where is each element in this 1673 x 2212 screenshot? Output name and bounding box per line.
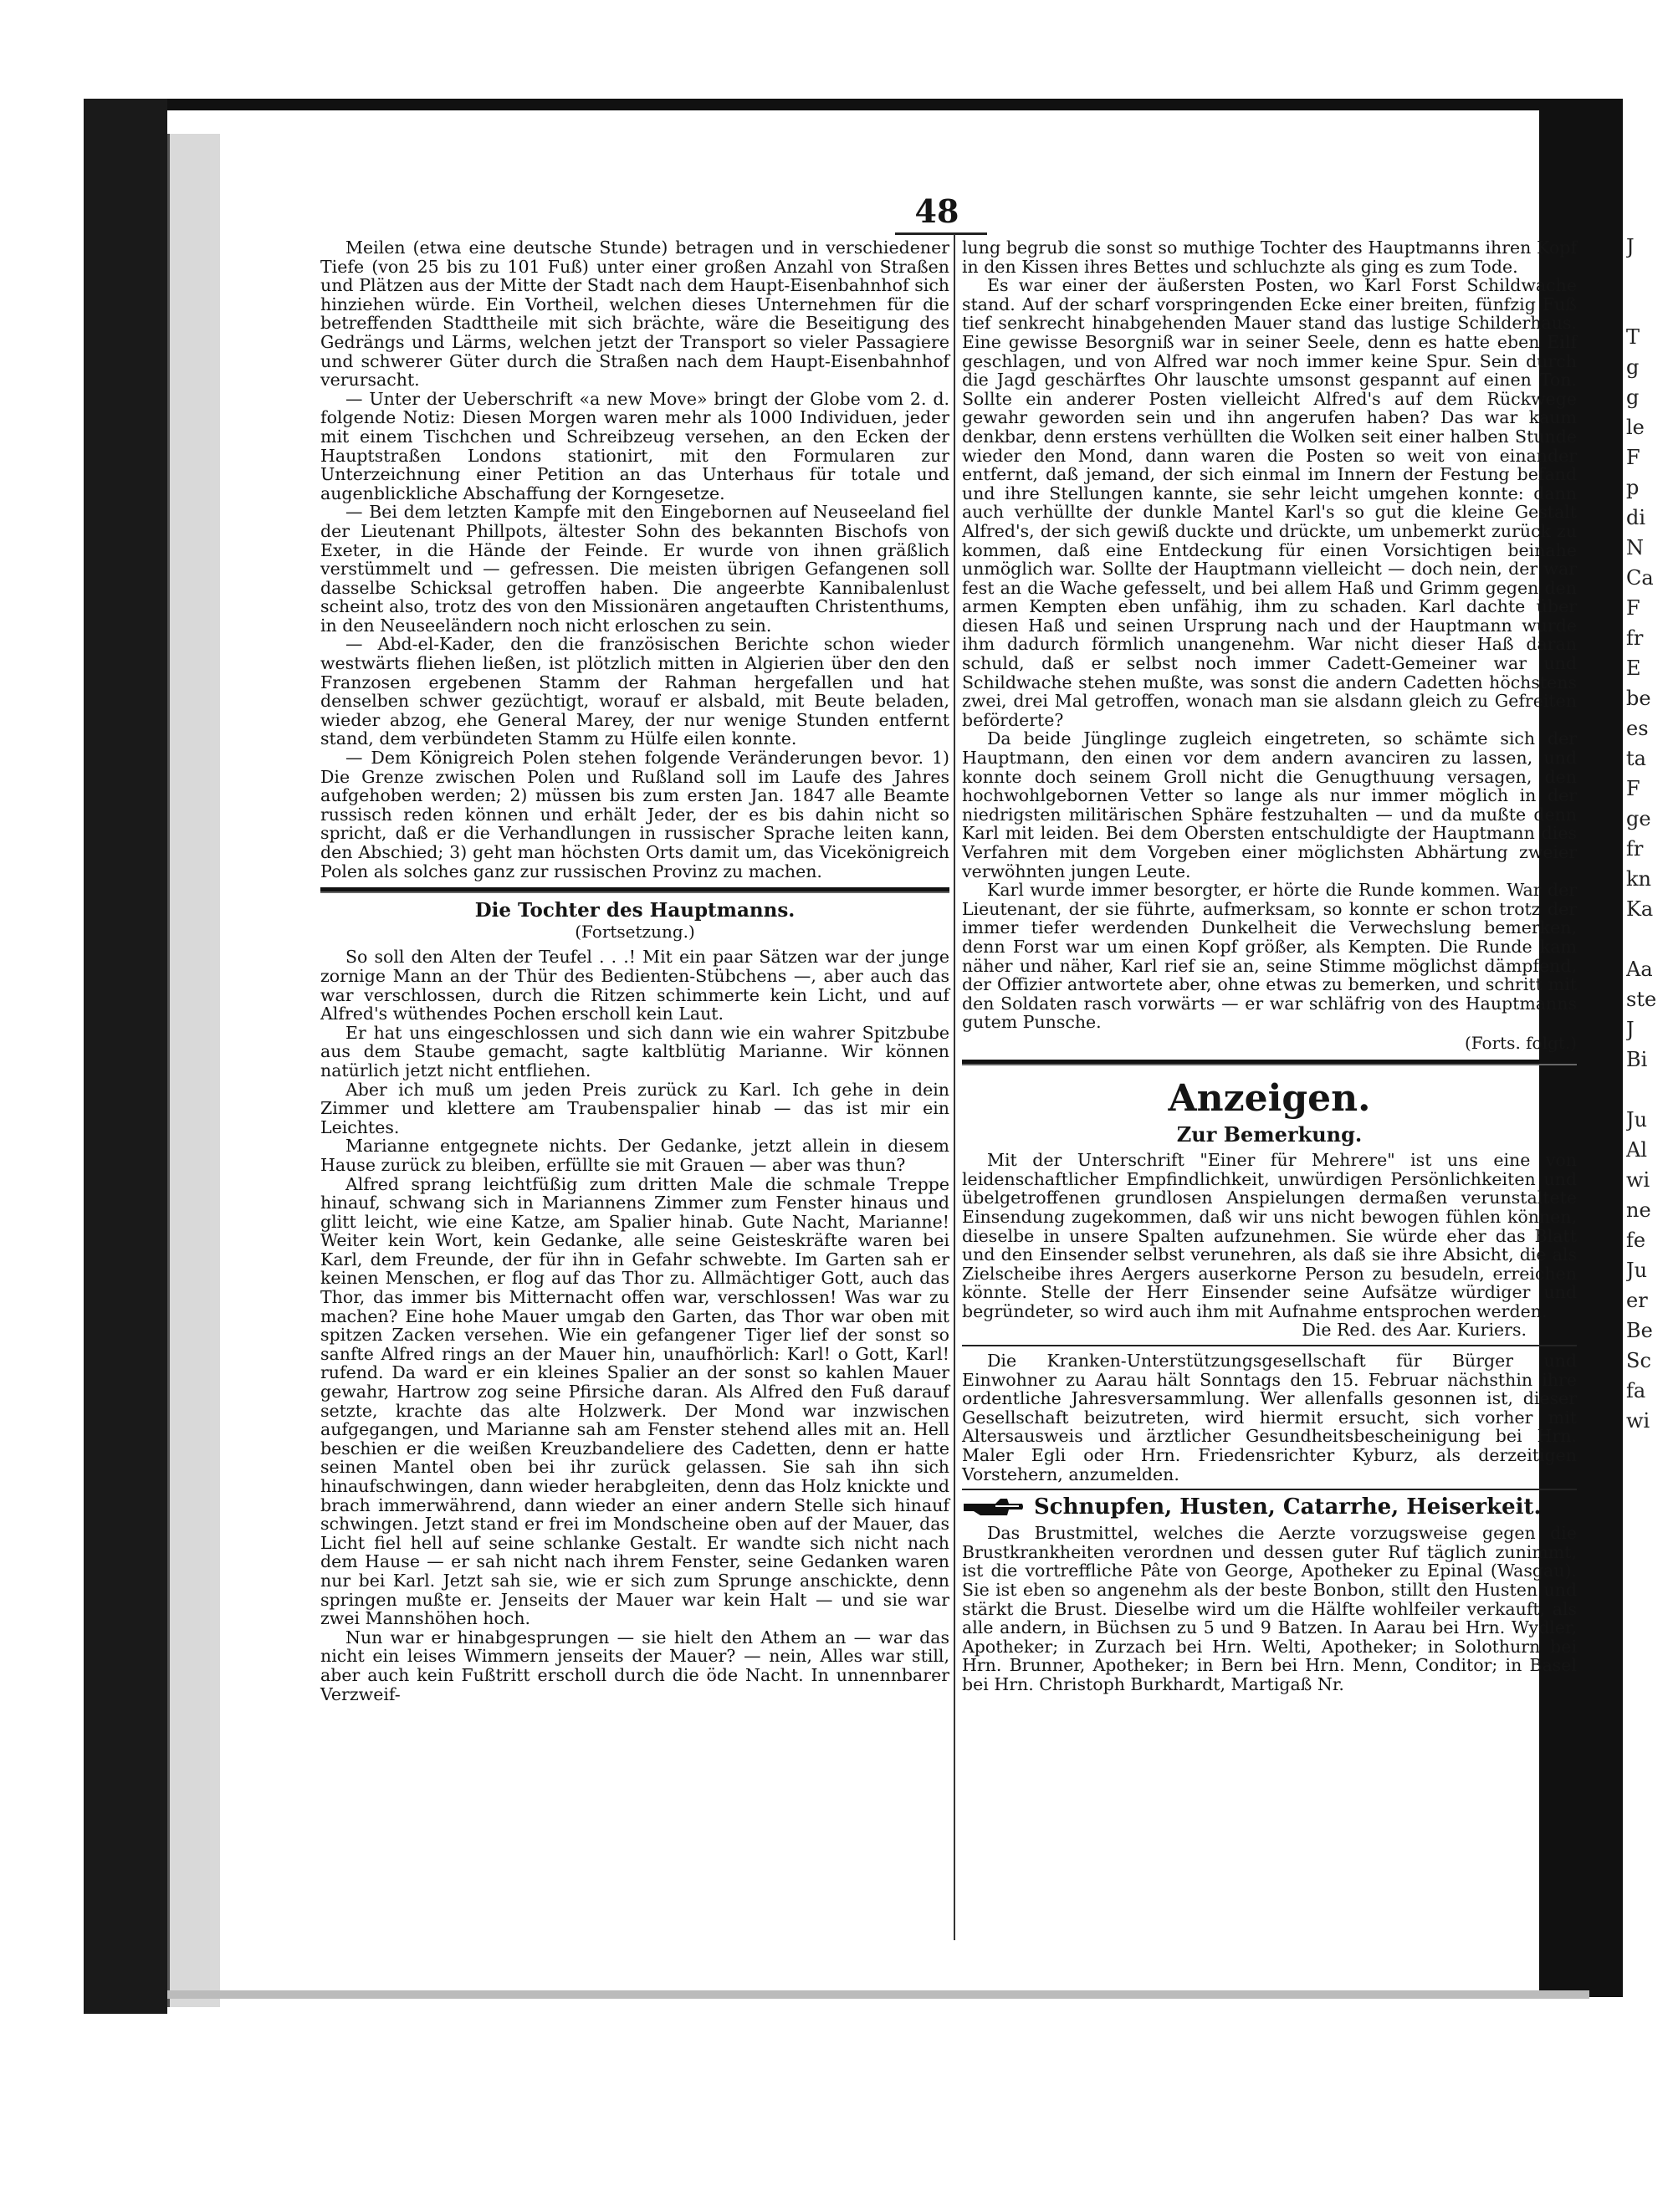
story-paragraph: lung begrub die sonst so muthige Tochter des Hauptmanns ihren Kopf in den Kissen ihres Bettes und schluchzte als ging es zum Tode. — [962, 238, 1577, 277]
next-page-fragment: Aa — [1626, 958, 1653, 981]
next-page-fragment: p — [1626, 476, 1640, 499]
next-page-fragment: ne — [1626, 1198, 1651, 1222]
next-page-fragment: le — [1626, 416, 1645, 439]
next-page-fragment: g — [1626, 355, 1640, 379]
next-page-fragment: F — [1626, 596, 1640, 620]
header-rule — [895, 232, 987, 235]
pointing-hand-icon — [962, 1495, 1024, 1519]
next-page-fragment: be — [1626, 687, 1651, 710]
story-paragraph: Aber ich muß um jeden Preis zurück zu Karl. Ich gehe in dein Zimmer und klettere am Traubenspalier hinab — das ist mir ein Leichtes. — [320, 1079, 949, 1137]
next-page-fragment: Al — [1626, 1138, 1648, 1162]
society-paragraph: Die Kranken-Unterstützungsgesellschaft für Bürger und Einwohner zu Aarau hält Sonntags den 15. Februar nächsthin ihre ordentliche Jahresversammlung. Wer allenfalls gesonnen ist, dieser Gesellschaft beizutreten, wird hiermit ersucht, sich vorher mit Altersausweis und ärztlicher Gesundheitsbescheinigung bei Hrn. Maler Egli oder Hrn. Friedensrichter Kyburz, als derzeitigen Vorstehern, anzumelden. — [962, 1351, 1577, 1484]
story-paragraph: Da beide Jünglinge zugleich eingetreten, so schämte sich der Hauptmann, den einen vor dem andern avanciren zu lassen, und konnte doch seinem Groll nicht die Genugthuung versagen, den hochwohlgebornen Vetter so lange als nur immer möglich in der niedrigsten militärischen Sphäre festzuhalten — und da mußte denn Karl mit leiden. Bei dem Obersten entschuldigte der Hauptmann dies Verfahren mit dem Vorgeben einer möglichsten Abhärtung zweier verwöhnten jungen Leute. — [962, 728, 1577, 881]
next-page-fragment: F — [1626, 777, 1640, 800]
next-page-fragment: Ca — [1626, 566, 1654, 590]
next-page-fragment — [1626, 262, 1673, 292]
next-page-fragment — [1626, 292, 1673, 322]
next-page-fragment: J — [1626, 1018, 1635, 1041]
next-page-fragment: wi — [1626, 1168, 1650, 1192]
next-page-fragment: ge — [1626, 807, 1651, 830]
next-page-fragment: N — [1626, 536, 1644, 559]
scan-border-top — [84, 99, 1539, 110]
next-page-fragment: Ju — [1626, 1259, 1648, 1282]
ad-divider — [962, 1489, 1577, 1490]
ad-heading-text: Schnupfen, Husten, Catarrhe, Heiserkeit. — [1034, 1494, 1542, 1520]
next-page-fragment: g — [1626, 386, 1640, 409]
story-paragraph: Nun war er hinabgesprungen — sie hielt den Athem an — war das nicht ein leises Wimmern jenseits der Mauer? — nein, Alles war still, aber auch kein Fußtritt erscholl durch die öde Nacht. In unnennbarer Verzweif- — [320, 1627, 949, 1704]
next-page-fragment: J — [1626, 235, 1635, 258]
story-title: Die Tochter des Hauptmanns. — [474, 899, 796, 922]
notice-paragraph: Mit der Unterschrift "Einer für Mehrere" ist uns eine von leidenschaftlicher Empfindlichkeit, unwürdigen Persönlichkeiten und übelgetroffenen grundlosen Anspielungen dermaßen verunstaltete Einsendung zugekommen, daß wir uns nicht bewogen fühlen können, dieselbe in unsere Spalten aufzunehmen. Sie würde eher das Blatt und den Einsender selbst verunehren, als daß sie ihre Absicht, die als Zielscheibe ihres Aergers auserkorne Person zu besudeln, erreichen könnte. Stelle der Herr Einsender seine Aufsätze würdiger und begründeter, so wird auch ihm mit Aufnahme entsprochen werden. — [962, 1150, 1577, 1321]
story-paragraph: Karl wurde immer besorgter, er hörte die Runde kommen. War der Lieutenant, der sie führte, aufmerksam, so konnte er schon trotz der immer tiefer werdenden Dunkelheit die Verwechslung bemerken, denn Forst war um einen Kopf größer, als Kempten. Die Runde kam näher und näher, Karl rief sie an, seine Stimme möglichst dämpfend, der Offizier antwortete aber, ohne etwas zu bemerken, und schritt mit den Soldaten rasch vorwärts — er war schläfrig von des Hauptmanns gutem Punsche. — [962, 880, 1577, 1033]
ads-subtitle: Zur Bemerkung. — [1176, 1121, 1363, 1147]
right-column — [962, 238, 1577, 1694]
next-page-fragment: Sc — [1626, 1349, 1651, 1372]
news-paragraph: — Bei dem letzten Kampfe mit den Eingebornen auf Neuseeland fiel der Lieutenant Phillpots, ältester Sohn des bekannten Bischofs von Exeter, in die Hände der Feinde. Er wurde von ihnen gräßlich verstümmelt und — gefressen. Die meisten übrigen Gefangenen soll dasselbe Schicksal getroffen haben. Die angeerbte Kannibalenlust scheint also, trotz des von den Missionären angetauften Christenthums, in den Neuseeländern noch nicht erloschen zu sein. — [320, 502, 949, 636]
story-paragraph: So soll den Alten der Teufel . . .! Mit ein paar Sätzen war der junge zornige Mann an der Thür des Bedienten-Stübchens —, aber auch das war verschlossen, durch die Ritzen schimmerte kein Licht, und auf Alfred's wüthendes Pochen erscholl kein Laut. — [320, 947, 949, 1024]
next-page-fragment — [1626, 171, 1673, 202]
page-number: 48 — [914, 192, 959, 230]
next-page-fragment: Bi — [1626, 1048, 1648, 1071]
book-spine-shadow — [167, 134, 220, 2007]
next-page-fragment: kn — [1626, 867, 1651, 891]
next-page-fragment: fr — [1626, 626, 1644, 650]
ad-divider — [962, 1345, 1577, 1346]
next-page-fragment: Ka — [1626, 897, 1654, 921]
next-page-fragment: Be — [1626, 1319, 1653, 1342]
story-paragraph: Es war einer der äußersten Posten, wo Karl Forst Schildwache stand. Auf der scharf vorspringenden Ecke einer breiten, fünfzig Fuß tief senkrecht hinabgehenden Mauer stand das lustige Schilderhaus. Eine gewisse Besorgniß war in seiner Seele, denn es hatte eben Eilf geschlagen, und von Alfred war noch immer keine Spur. Sein durch die Jagd geschärftes Ohr lauschte umsonst gespannt auf einen Ton. Sollte ein anderer Posten vielleicht Alfred's auf dem Rückwege gewahr geworden sein und ihn angerufen haben? Das war kaum denkbar, denn erstens verhüllten die Wolken seit einer halben Stunde wieder den Mond, dann waren die Posten so weit von einander entfernt, daß jemand, der sich einmal im Innern der Festung befand und ihre Stellungen kannte, sie sehr leicht umgehen konnte: dann auch verhüllte der dunkle Mantel Karl's so gut die kleine Gestalt Alfred's, der sich gewiß duckte und drückte, um unbemerkt zurück zu kommen, daß eine Entdeckung für einen Vorsichtigen beinahe unmöglich war. Sollte der Hauptmann vielleicht — doch nein, der war fest an die Wache gefesselt, und bei allem Haß und Grimm gegen den armen Kempten eben unfähig, ihm zu schaden. Karl dachte über diesen Haß und seinen Ursprung nach und der Hauptmann wurde ihm dadurch förmlich unangenehm. War nicht dieser Haß daran schuld, daß er selbst noch immer Cadett-Gemeiner war und Schildwache stehen mußte, was sonst die andern Cadetten höchstens zwei, drei Mal getroffen, wonach man sie alsdann gleich zu Gefreiten beförderte? — [962, 275, 1577, 730]
next-page-fragment: T — [1626, 325, 1640, 349]
ad-paragraph: Das Brustmittel, welches die Aerzte vorzugsweise gegen die Brustkrankheiten verordnen und dessen guter Ruf täglich zunimmt, ist die vortreffliche Pâte von George, Apotheker zu Epinal (Wasgau). Sie ist eben so angenehm als der beste Bonbon, stillt den Husten und stärkt die Brust. Dieselbe wird um die Hälfte wohlfeiler verkauft, als alle andern, in Büchsen zu 5 und 9 Batzen. In Aarau bei Hrn. Wydler, Apotheker; in Zurzach bei Hrn. Welti, Apotheker; in Solothurn bei Hrn. Brunner, Apotheker; in Bern bei Hrn. Menn, Conditor; in Basel bei Hrn. Christoph Burkhardt, Martigaß Nr. — [962, 1523, 1577, 1694]
news-paragraph: Meilen (etwa eine deutsche Stunde) betragen und in verschiedener Tiefe (von 25 bis zu 101 Fuß) unter einer großen Anzahl von Straßen und Plätzen aus der Mitte der Stadt nach dem Haupt-Eisenbahnhof sich hinziehen würde. Ein Vortheil, welchen dieses Unternehmen für die betreffenden Stadttheile mit sich brächte, wäre die Beseitigung des Gedrängs und Lärms, welchen jetzt der Transport so vieler Passagiere und schwerer Güter durch die Straßen nach dem Haupt-Eisenbahnhof verursacht. — [320, 238, 949, 391]
next-page-fragment: E — [1626, 656, 1641, 680]
next-page-fragment: wi — [1626, 1409, 1650, 1433]
ads-title: Anzeigen. — [1168, 1076, 1371, 1120]
next-page-fragment: fr — [1626, 837, 1644, 861]
next-page-edge — [1626, 171, 1673, 1760]
news-paragraph: — Abd-el-Kader, den die französischen Berichte schon wieder westwärts fliehen ließen, ist plötzlich mitten in Algierien über den den Franzosen ergebenen Stamm der Rahman hergefallen und hat denselben schwer gezüchtigt, worauf er alsbald, mit Beute beladen, wieder abzog, ehe General Marey, der nur wenige Stunden entfernt stand, dem verbündeten Stamm zu Hülfe eilen konnte. — [320, 634, 949, 749]
next-page-fragment: F — [1626, 446, 1640, 469]
section-divider — [962, 1060, 1577, 1065]
next-page-fragment: fa — [1626, 1379, 1646, 1402]
section-divider — [320, 887, 949, 893]
next-page-fragment: Ju — [1626, 1108, 1648, 1132]
continued-note: (Forts. folgt.) — [1464, 1032, 1577, 1053]
news-paragraph: — Dem Königreich Polen stehen folgende Veränderungen bevor. 1) Die Grenze zwischen Polen und Rußland soll im Laufe des Jahres aufgehoben werden; 2) müssen bis zum ersten Jan. 1847 alle Beamte russisch reden können und erhält Jeder, der es bis dahin nicht so spricht, daß er die Verhandlungen in russischer Sprache leiten kann, den Abschied; 3) geht man höchsten Orts damit um, das Vicekönigreich Polen als solches ganz zur russischen Provinz zu machen. — [320, 748, 949, 881]
next-page-fragment: er — [1626, 1289, 1648, 1312]
left-column — [320, 238, 949, 1704]
news-paragraph: — Unter der Ueberschrift «a new Move» bringt der Globe vom 2. d. folgende Notiz: Diesen Morgen waren mehr als 1000 Individuen, jeder mit einem Tischchen und Schreibzeug versehen, an den Ecken der Hauptstraßen Londons stationirt, mit den Formularen zur Unterzeichnung einer Petition an das Unterhaus für totale und augenblickliche Abschaffung der Korngesetze. — [320, 388, 949, 503]
story-paragraph: Er hat uns eingeschlossen und sich dann wie ein wahrer Spitzbube aus dem Staube gemacht, sagte kaltblütig Marianne. Wir können natürlich jetzt nicht entfliehen. — [320, 1022, 949, 1080]
next-page-fragment: es — [1626, 717, 1649, 740]
next-page-fragment: ste — [1626, 988, 1657, 1011]
ad-heading — [962, 1495, 1577, 1519]
story-paragraph: Alfred sprang leichtfüßig zum dritten Male die schmale Treppe hinauf, schwang sich in Mariannens Zimmer zum Fenster hinaus und glitt leicht, wie eine Katze, am Spalier hinab. Gute Nacht, Marianne! Weiter kein Wort, kein Gedanke, alle seine Geisteskräfte waren bei Karl, dem Freunde, der für ihn in Gefahr schwebte. Im Garten sah er keinen Menschen, er flog auf das Thor zu. Allmächtiger Gott, auch das Thor, das immer bis Mitternacht offen war, verschlossen! Was war zu machen? Eine hohe Mauer umgab den Garten, das Thor war oben mit spitzen Zacken versehen. Wie ein gefangener Tiger lief der sonst so sanfte Alfred rings an der Mauer hin, unaufhörlich: Karl! o Gott, Karl! rufend. Da ward er ein kleines Spalier an der sonst so kahlen Mauer gewahr, Hartrow zog seine Pfirsiche daran. Als Alfred den Fuß darauf setzte, krachte das alte Holzwerk. Der Mond war inzwischen aufgegangen, und Marianne sah am Fenster stehend alles mit an. Hell beschien er die weißen Kreuzbandeliere des Cadetten, denn er hatte seinen Mantel oben bei ihr zurück gelassen. Sie sah ihn sich hinaufschwingen, dann wieder herabgleiten, denn das Holz knickte und brach immerwährend, dann wieder an einer andern Stelle sich hinauf schwingen. Jetzt stand er frei im Mondscheine oben auf der Mauer, das Licht fiel hell auf seine schlanke Gestalt. Er wandte sich nicht nach dem Hause — er sah nicht nach ihrem Fenster, seine Gedanken waren nur bei Karl. Jetzt sah sie, wie er sich zum Sprunge anschickte, denn springen mußte er. Jenseits der Mauer war kein Halt — und sie war zwei Mannshöhen hoch. — [320, 1173, 949, 1629]
next-page-fragment — [1626, 1075, 1673, 1105]
next-page-fragment: di — [1626, 506, 1646, 529]
scan-border-left — [84, 99, 167, 2014]
next-page-fragment — [1626, 202, 1673, 232]
scan-border-bottom — [167, 1990, 1589, 1999]
next-page-fragment: fe — [1626, 1229, 1646, 1252]
column-divider — [954, 234, 955, 1940]
story-subtitle: (Fortsetzung.) — [575, 921, 695, 942]
next-page-fragment — [1626, 924, 1673, 954]
story-paragraph: Marianne entgegnete nichts. Der Gedanke, jetzt allein in diesem Hause zurück zu bleiben, erfüllte sie mit Grauen — aber was thun? — [320, 1136, 949, 1175]
notice-signature: Die Red. des Aar. Kuriers. — [1302, 1320, 1527, 1341]
next-page-fragment: ta — [1626, 747, 1646, 770]
